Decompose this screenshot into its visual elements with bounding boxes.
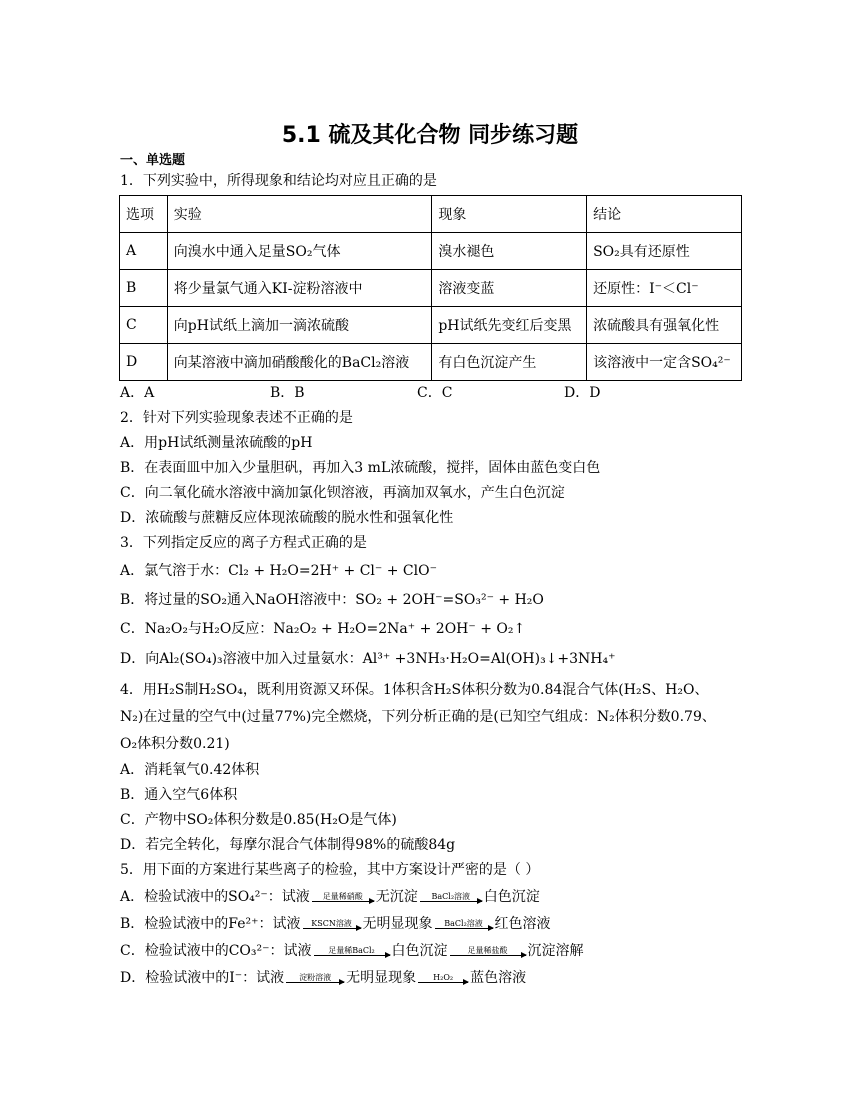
- result-text: 蓝色溶液: [470, 970, 527, 986]
- table-cell: pH试纸先变红后变黑: [432, 307, 587, 344]
- reaction-arrow-icon: [420, 892, 482, 902]
- q3-stem: 3．下列指定反应的离子方程式正确的是: [120, 535, 367, 551]
- arrow-label: 淀粉溶液: [299, 973, 332, 982]
- table-header-cell: 现象: [432, 196, 587, 233]
- result-text: 无明显现象: [362, 916, 433, 932]
- table-row: [120, 233, 742, 270]
- table-cell: SO₂具有还原性: [587, 233, 742, 270]
- option-prefix: D．检验试液中的I⁻：试液: [120, 970, 285, 986]
- option-prefix: C．检验试液中的CO₃²⁻：试液: [120, 943, 312, 959]
- arrow-label: 足量稀盐酸: [467, 946, 508, 955]
- table-cell: 溴水褪色: [432, 233, 587, 270]
- reaction-arrow-icon: [418, 973, 468, 983]
- table-row: [120, 270, 742, 307]
- result-text: 白色沉淀: [483, 889, 540, 905]
- table-cell: C: [120, 307, 168, 344]
- q4-option-a: A．消耗氧气0.42体积: [120, 762, 260, 778]
- q4-option-b: B．通入空气6体积: [120, 787, 238, 803]
- arrow-label: KSCN溶液: [311, 919, 352, 928]
- table-cell: B: [120, 270, 168, 307]
- arrow-label: BaCl₂溶液: [444, 919, 483, 928]
- table-cell: 溶液变蓝: [432, 270, 587, 307]
- q3-option-a: A．氯气溶于水：Cl₂ + H₂O=2H⁺ + Cl⁻ + ClO⁻: [120, 563, 437, 579]
- option-a: A．A: [120, 385, 155, 401]
- reaction-arrow-icon: [435, 919, 493, 929]
- table-header-cell: 结论: [587, 196, 742, 233]
- table-header-cell: 实验: [167, 196, 432, 233]
- arrow-label: BaCl₂溶液: [431, 892, 471, 901]
- q3-option-d: D．向Al₂(SO₄)₃溶液中加入过量氨水：Al³⁺ +3NH₃·H₂O=Al(OH)₃↓+3NH₄⁺: [120, 651, 616, 667]
- q1-stem: 1．下列实验中，所得现象和结论均对应且正确的是: [120, 173, 437, 189]
- result-text: 沉淀溶解: [527, 943, 584, 959]
- q5-stem: 5．用下面的方案进行某些离子的检验，其中方案设计严密的是（ ）: [120, 862, 540, 878]
- reaction-arrow-icon: [314, 946, 390, 956]
- q3-option-c: C．Na₂O₂与H₂O反应：Na₂O₂ + H₂O=2Na⁺ + 2OH⁻ + O₂↑: [120, 621, 526, 637]
- table-cell: 向某溶液中滴加硝酸酸化的BaCl₂溶液: [167, 344, 432, 381]
- q5-option-c: [120, 942, 584, 960]
- table-cell: 有白色沉淀产生: [432, 344, 587, 381]
- table-cell: 将少量氯气通入KI-淀粉溶液中: [167, 270, 432, 307]
- q4-stem-line: N₂)在过量的空气中(过量77%)完全燃烧，下列分析正确的是(已知空气组成：N₂体积分数0.79、: [120, 709, 716, 725]
- arrow-label: 足量稀硝酸: [322, 892, 363, 901]
- result-text: 无沉淀: [375, 889, 418, 905]
- q4-option-c: C．产物中SO₂体积分数是0.85(H₂O是气体): [120, 812, 397, 828]
- q1-table: [119, 195, 742, 381]
- q2-option-c: C．向二氧化硫水溶液中滴加氯化钡溶液，再滴加双氧水，产生白色沉淀: [120, 485, 565, 501]
- section-heading: 一、单选题: [120, 153, 186, 168]
- q4-stem-line: 4．用H₂S制H₂SO₄，既利用资源又环保。1体积含H₂S体积分数为0.84混合气体(H₂S、H₂O、: [120, 682, 709, 698]
- q2-stem: 2．针对下列实验现象表述不正确的是: [120, 410, 353, 426]
- result-text: 红色溶液: [494, 916, 551, 932]
- option-prefix: A．检验试液中的SO₄²⁻：试液: [120, 889, 310, 905]
- table-cell: 浓硫酸具有强氧化性: [587, 307, 742, 344]
- q4-option-d: D．若完全转化，每摩尔混合气体制得98%的硫酸84g: [120, 837, 456, 853]
- table-row: [120, 307, 742, 344]
- reaction-arrow-icon: [303, 919, 361, 929]
- q4-stem-line: O₂体积分数0.21): [120, 736, 230, 752]
- option-b: B．B: [270, 385, 305, 401]
- reaction-arrow-icon: [450, 946, 526, 956]
- q2-option-d: D．浓硫酸与蔗糖反应体现浓硫酸的脱水性和强氧化性: [120, 510, 454, 526]
- option-prefix: B．检验试液中的Fe²⁺：试液: [120, 916, 301, 932]
- arrow-label: 足量稀BaCl₂: [328, 946, 375, 955]
- q5-option-b: [120, 915, 551, 933]
- option-d: D．D: [564, 385, 601, 401]
- table-header-row: [120, 196, 742, 233]
- q5-option-a: [120, 888, 540, 906]
- table-cell: A: [120, 233, 168, 270]
- reaction-arrow-icon: [286, 973, 344, 983]
- q2-option-b: B．在表面皿中加入少量胆矾，再加入3 mL浓硫酸，搅拌，固体由蓝色变白色: [120, 460, 601, 476]
- page-title: 5.1 硫及其化合物 同步练习题: [281, 123, 579, 148]
- table-cell: 还原性：I⁻＜Cl⁻: [587, 270, 742, 307]
- table-cell: 向pH试纸上滴加一滴浓硫酸: [167, 307, 432, 344]
- q5-option-d: [120, 969, 526, 987]
- reaction-arrow-icon: [312, 892, 374, 902]
- table-cell: D: [120, 344, 168, 381]
- result-text: 无明显现象: [346, 970, 417, 986]
- result-text: 白色沉淀: [391, 943, 448, 959]
- table-row: [120, 344, 742, 381]
- arrow-label: H₂O₂: [433, 973, 454, 982]
- table-header-cell: 选项: [120, 196, 168, 233]
- table-cell: 向溴水中通入足量SO₂气体: [167, 233, 432, 270]
- q2-option-a: A．用pH试纸测量浓硫酸的pH: [120, 435, 313, 451]
- q3-option-b: B．将过量的SO₂通入NaOH溶液中：SO₂ + 2OH⁻=SO₃²⁻ + H₂O: [120, 592, 544, 608]
- option-c: C．C: [417, 385, 453, 401]
- table-cell: 该溶液中一定含SO₄²⁻: [587, 344, 742, 381]
